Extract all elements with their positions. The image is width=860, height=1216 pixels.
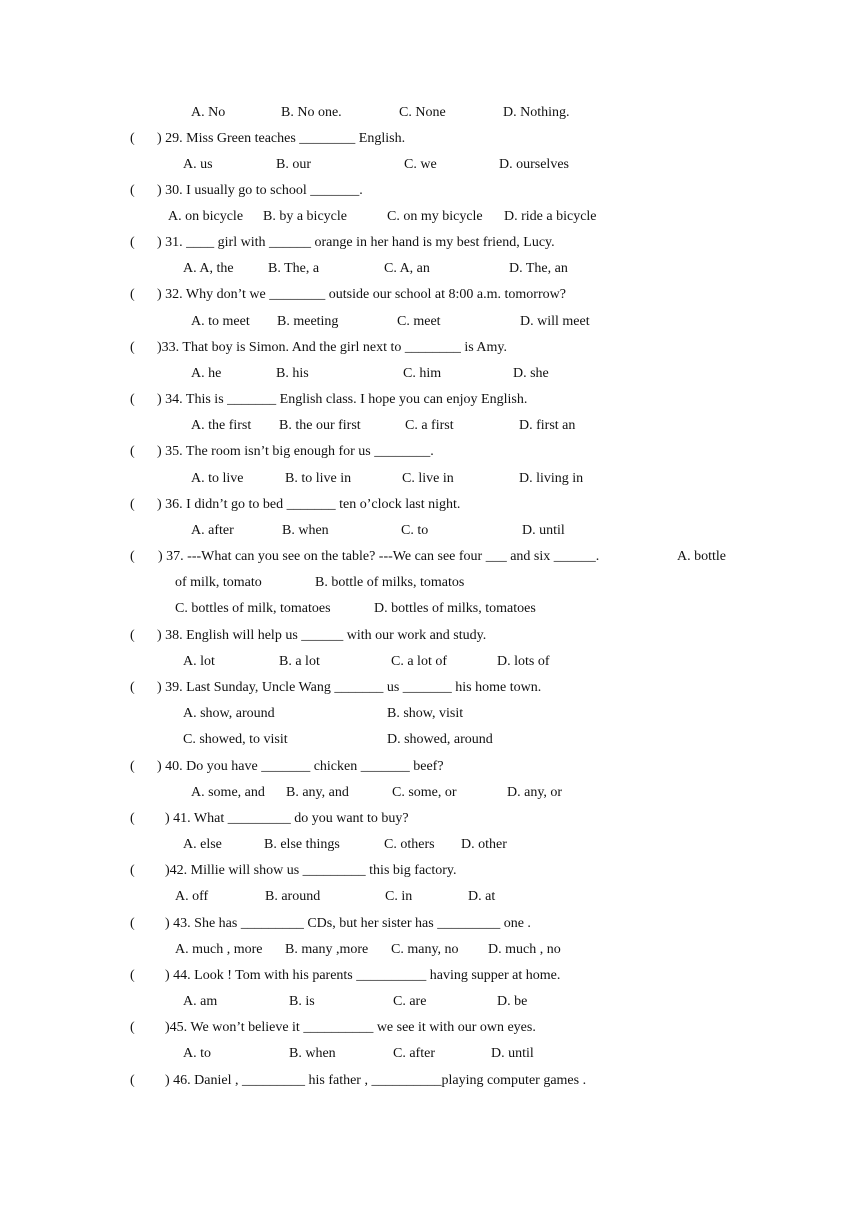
option: B. bottle of milks, tomatos	[315, 575, 465, 590]
option: A. he	[191, 366, 222, 381]
option: A. lot	[183, 654, 215, 669]
option: A. A, the	[183, 261, 234, 276]
answer-paren: (	[130, 628, 135, 643]
option: D. showed, around	[387, 732, 493, 747]
option: A. bottle	[677, 549, 726, 564]
option: D. be	[497, 994, 528, 1009]
answer-paren: (	[130, 497, 135, 512]
option: B. by a bicycle	[263, 209, 347, 224]
option: C. in	[385, 889, 413, 904]
option: A. No	[191, 105, 226, 120]
option: B. to live in	[285, 471, 352, 486]
question-stem: ) 31. ____ girl with ______ orange in her hand is my best friend, Lucy.	[157, 235, 555, 250]
option: B. the our first	[279, 418, 361, 433]
option: D. ourselves	[499, 157, 569, 172]
option: B. around	[265, 889, 321, 904]
option: A. the first	[191, 418, 252, 433]
option-continuation: of milk, tomato	[175, 575, 262, 590]
question-stem: ) 32. Why don’t we ________ outside our school at 8:00 a.m. tomorrow?	[157, 287, 566, 302]
question-stem: ) 43. She has _________ CDs, but her sister has _________ one .	[165, 916, 531, 931]
answer-paren: (	[130, 968, 135, 983]
option: B. else things	[264, 837, 340, 852]
option: D. will meet	[520, 314, 590, 329]
option: D. living in	[519, 471, 584, 486]
option: A. am	[183, 994, 218, 1009]
option: C. a first	[405, 418, 454, 433]
option: A. after	[191, 523, 234, 538]
option: B. any, and	[286, 785, 349, 800]
option: A. some, and	[191, 785, 265, 800]
option: C. some, or	[392, 785, 457, 800]
option: A. off	[175, 889, 209, 904]
question-stem: ) 29. Miss Green teaches ________ English.	[157, 131, 406, 146]
answer-paren: (	[130, 392, 135, 407]
option: B. many ,more	[285, 942, 369, 957]
option: A. to live	[191, 471, 244, 486]
option: D. lots of	[497, 654, 550, 669]
option: D. Nothing.	[503, 105, 570, 120]
option: B. show, visit	[387, 706, 464, 721]
question-stem: )45. We won’t believe it __________ we see it with our own eyes.	[165, 1020, 536, 1035]
question-stem: ) 40. Do you have _______ chicken _______ beef?	[157, 759, 444, 774]
option: C. meet	[397, 314, 441, 329]
question-stem: ) 37. ---What can you see on the table? ---We can see four ___ and six ______.	[158, 549, 600, 564]
option: C. bottles of milk, tomatoes	[175, 601, 331, 616]
question-stem: ) 44. Look ! Tom with his parents __________ having supper at home.	[165, 968, 561, 983]
option: C. on my bicycle	[387, 209, 483, 224]
option: D. she	[513, 366, 549, 381]
option: C. him	[403, 366, 442, 381]
question-stem: ) 39. Last Sunday, Uncle Wang _______ us _______ his home town.	[157, 680, 542, 695]
option: B. when	[282, 523, 329, 538]
option: C. after	[393, 1046, 435, 1061]
answer-paren: (	[130, 1020, 135, 1035]
option: A. us	[183, 157, 213, 172]
answer-paren: (	[130, 759, 135, 774]
answer-paren: (	[130, 340, 135, 355]
option: D. The, an	[509, 261, 568, 276]
answer-paren: (	[130, 131, 135, 146]
option: A. to	[183, 1046, 211, 1061]
question-stem: ) 41. What _________ do you want to buy?	[165, 811, 409, 826]
question-stem: ) 30. I usually go to school _______.	[157, 183, 363, 198]
option: C. A, an	[384, 261, 430, 276]
option: B. when	[289, 1046, 336, 1061]
option: D. other	[461, 837, 507, 852]
option: A. on bicycle	[168, 209, 244, 224]
answer-paren: (	[130, 183, 135, 198]
option: D. until	[522, 523, 565, 538]
answer-paren: (	[130, 680, 135, 695]
option: B. meeting	[277, 314, 339, 329]
option: A. else	[183, 837, 222, 852]
question-stem: )42. Millie will show us _________ this big factory.	[165, 863, 457, 878]
question-stem: )33. That boy is Simon. And the girl next to ________ is Amy.	[157, 340, 507, 355]
answer-paren: (	[130, 863, 135, 878]
option: B. is	[289, 994, 315, 1009]
option: A. show, around	[183, 706, 275, 721]
option: D. at	[468, 889, 496, 904]
option: C. showed, to visit	[183, 732, 288, 747]
question-stem: ) 34. This is _______ English class. I hope you can enjoy English.	[157, 392, 528, 407]
option: C. None	[399, 105, 446, 120]
option: B. his	[276, 366, 309, 381]
option: C. a lot of	[391, 654, 447, 669]
option: D. much , no	[488, 942, 561, 957]
question-stem: ) 36. I didn’t go to bed _______ ten o’clock last night.	[157, 497, 461, 512]
option: D. any, or	[507, 785, 563, 800]
option: C. we	[404, 157, 437, 172]
answer-paren: (	[130, 811, 135, 826]
option: D. bottles of milks, tomatoes	[374, 601, 536, 616]
option: C. are	[393, 994, 427, 1009]
option: D. ride a bicycle	[504, 209, 597, 224]
option: C. live in	[402, 471, 454, 486]
option: A. much , more	[175, 942, 263, 957]
answer-paren: (	[130, 916, 135, 931]
question-stem: ) 46. Daniel , _________ his father , __________playing computer games .	[165, 1073, 587, 1088]
option: B. our	[276, 157, 311, 172]
question-stem: ) 35. The room isn’t big enough for us ________.	[157, 444, 434, 459]
option: B. a lot	[279, 654, 320, 669]
option: D. first an	[519, 418, 576, 433]
answer-paren: (	[130, 549, 135, 564]
option: A. to meet	[191, 314, 250, 329]
answer-paren: (	[130, 1073, 135, 1088]
question-stem: ) 38. English will help us ______ with our work and study.	[157, 628, 487, 643]
answer-paren: (	[130, 287, 135, 302]
option: B. The, a	[268, 261, 320, 276]
option: D. until	[491, 1046, 534, 1061]
option: C. to	[401, 523, 429, 538]
option: C. others	[384, 837, 435, 852]
option: C. many, no	[391, 942, 459, 957]
option: B. No one.	[281, 105, 342, 120]
answer-paren: (	[130, 235, 135, 250]
answer-paren: (	[130, 444, 135, 459]
